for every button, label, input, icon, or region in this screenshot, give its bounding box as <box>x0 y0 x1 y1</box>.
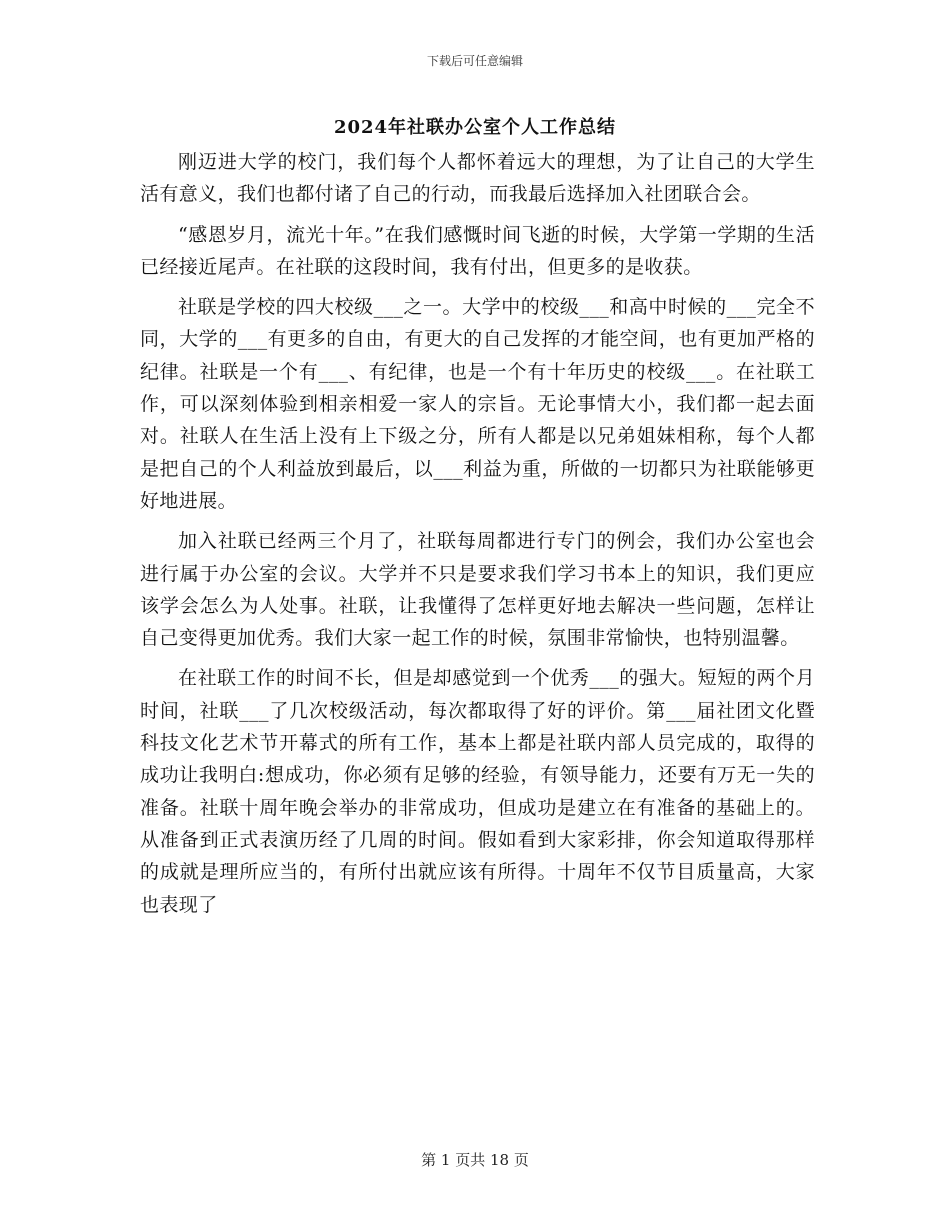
page-footer: 第 1 页共 18 页 <box>421 1151 529 1169</box>
paragraph-1: 刚迈进大学的校门，我们每个人都怀着远大的理想，为了让自己的大学生活有意义，我们也都付诸了自己的行动，而我最后选择加入社团联合会。 <box>140 151 815 206</box>
paragraph-4: 加入社联已经两三个月了，社联每周都进行专门的例会，我们办公室也会进行属于办公室的会议。大学并不只是要求我们学习书本上的知识，我们更应该学会怎么为人处事。社联，让我懂得了怎样更好地去解决一些问题，怎样让自己变得更加优秀。我们大家一起工作的时候，氛围非常愉快，也特别温馨。 <box>140 530 815 650</box>
paragraph-3: 社联是学校的四大校级___之一。大学中的校级___和高中时候的___完全不同，大学的___有更多的自由，有更大的自己发挥的才能空间，也有更加严格的纪律。社联是一个有___、有纪律，也是一个有十年历史的校级___。在社联工作，可以深刻体验到相亲相爱一家人的宗旨。无论事情大小，我们都一起去面对。社联人在生活上没有上下级之分，所有人都是以兄弟姐妹相称，每个人都是把自己的个人利益放到最后，以___利益为重，所做的一切都只为社联能够更好地进展。 <box>140 296 815 512</box>
document-body <box>140 146 815 929</box>
paragraph-5: 在社联工作的时间不长，但是却感觉到一个优秀___的强大。短短的两个月时间，社联___了几次校级活动，每次都取得了好的评价。第___届社团文化暨科技文化艺术节开幕式的所有工作，基本上都是社联内部人员完成的，取得的成功让我明白:想成功，你必须有足够的经验，有领导能力，还要有万无一失的准备。社联十周年晚会举办的非常成功，但成功是建立在有准备的基础上的。从准备到正式表演历经了几周的时间。假如看到大家彩排，你会知道取得那样的成就是理所应当的，有所付出就应该有所得。十周年不仅节目质量高，大家也表现了 <box>140 667 815 916</box>
paragraph-2: “感恩岁月，流光十年。”在我们感慨时间飞逝的时候，大学第一学期的生活已经接近尾声。在社联的这段时间，我有付出，但更多的是收获。 <box>140 223 815 278</box>
document-title: 2024年社联办公室个人工作总结 <box>333 117 617 138</box>
page-header: 下载后可任意编辑 <box>426 54 523 68</box>
